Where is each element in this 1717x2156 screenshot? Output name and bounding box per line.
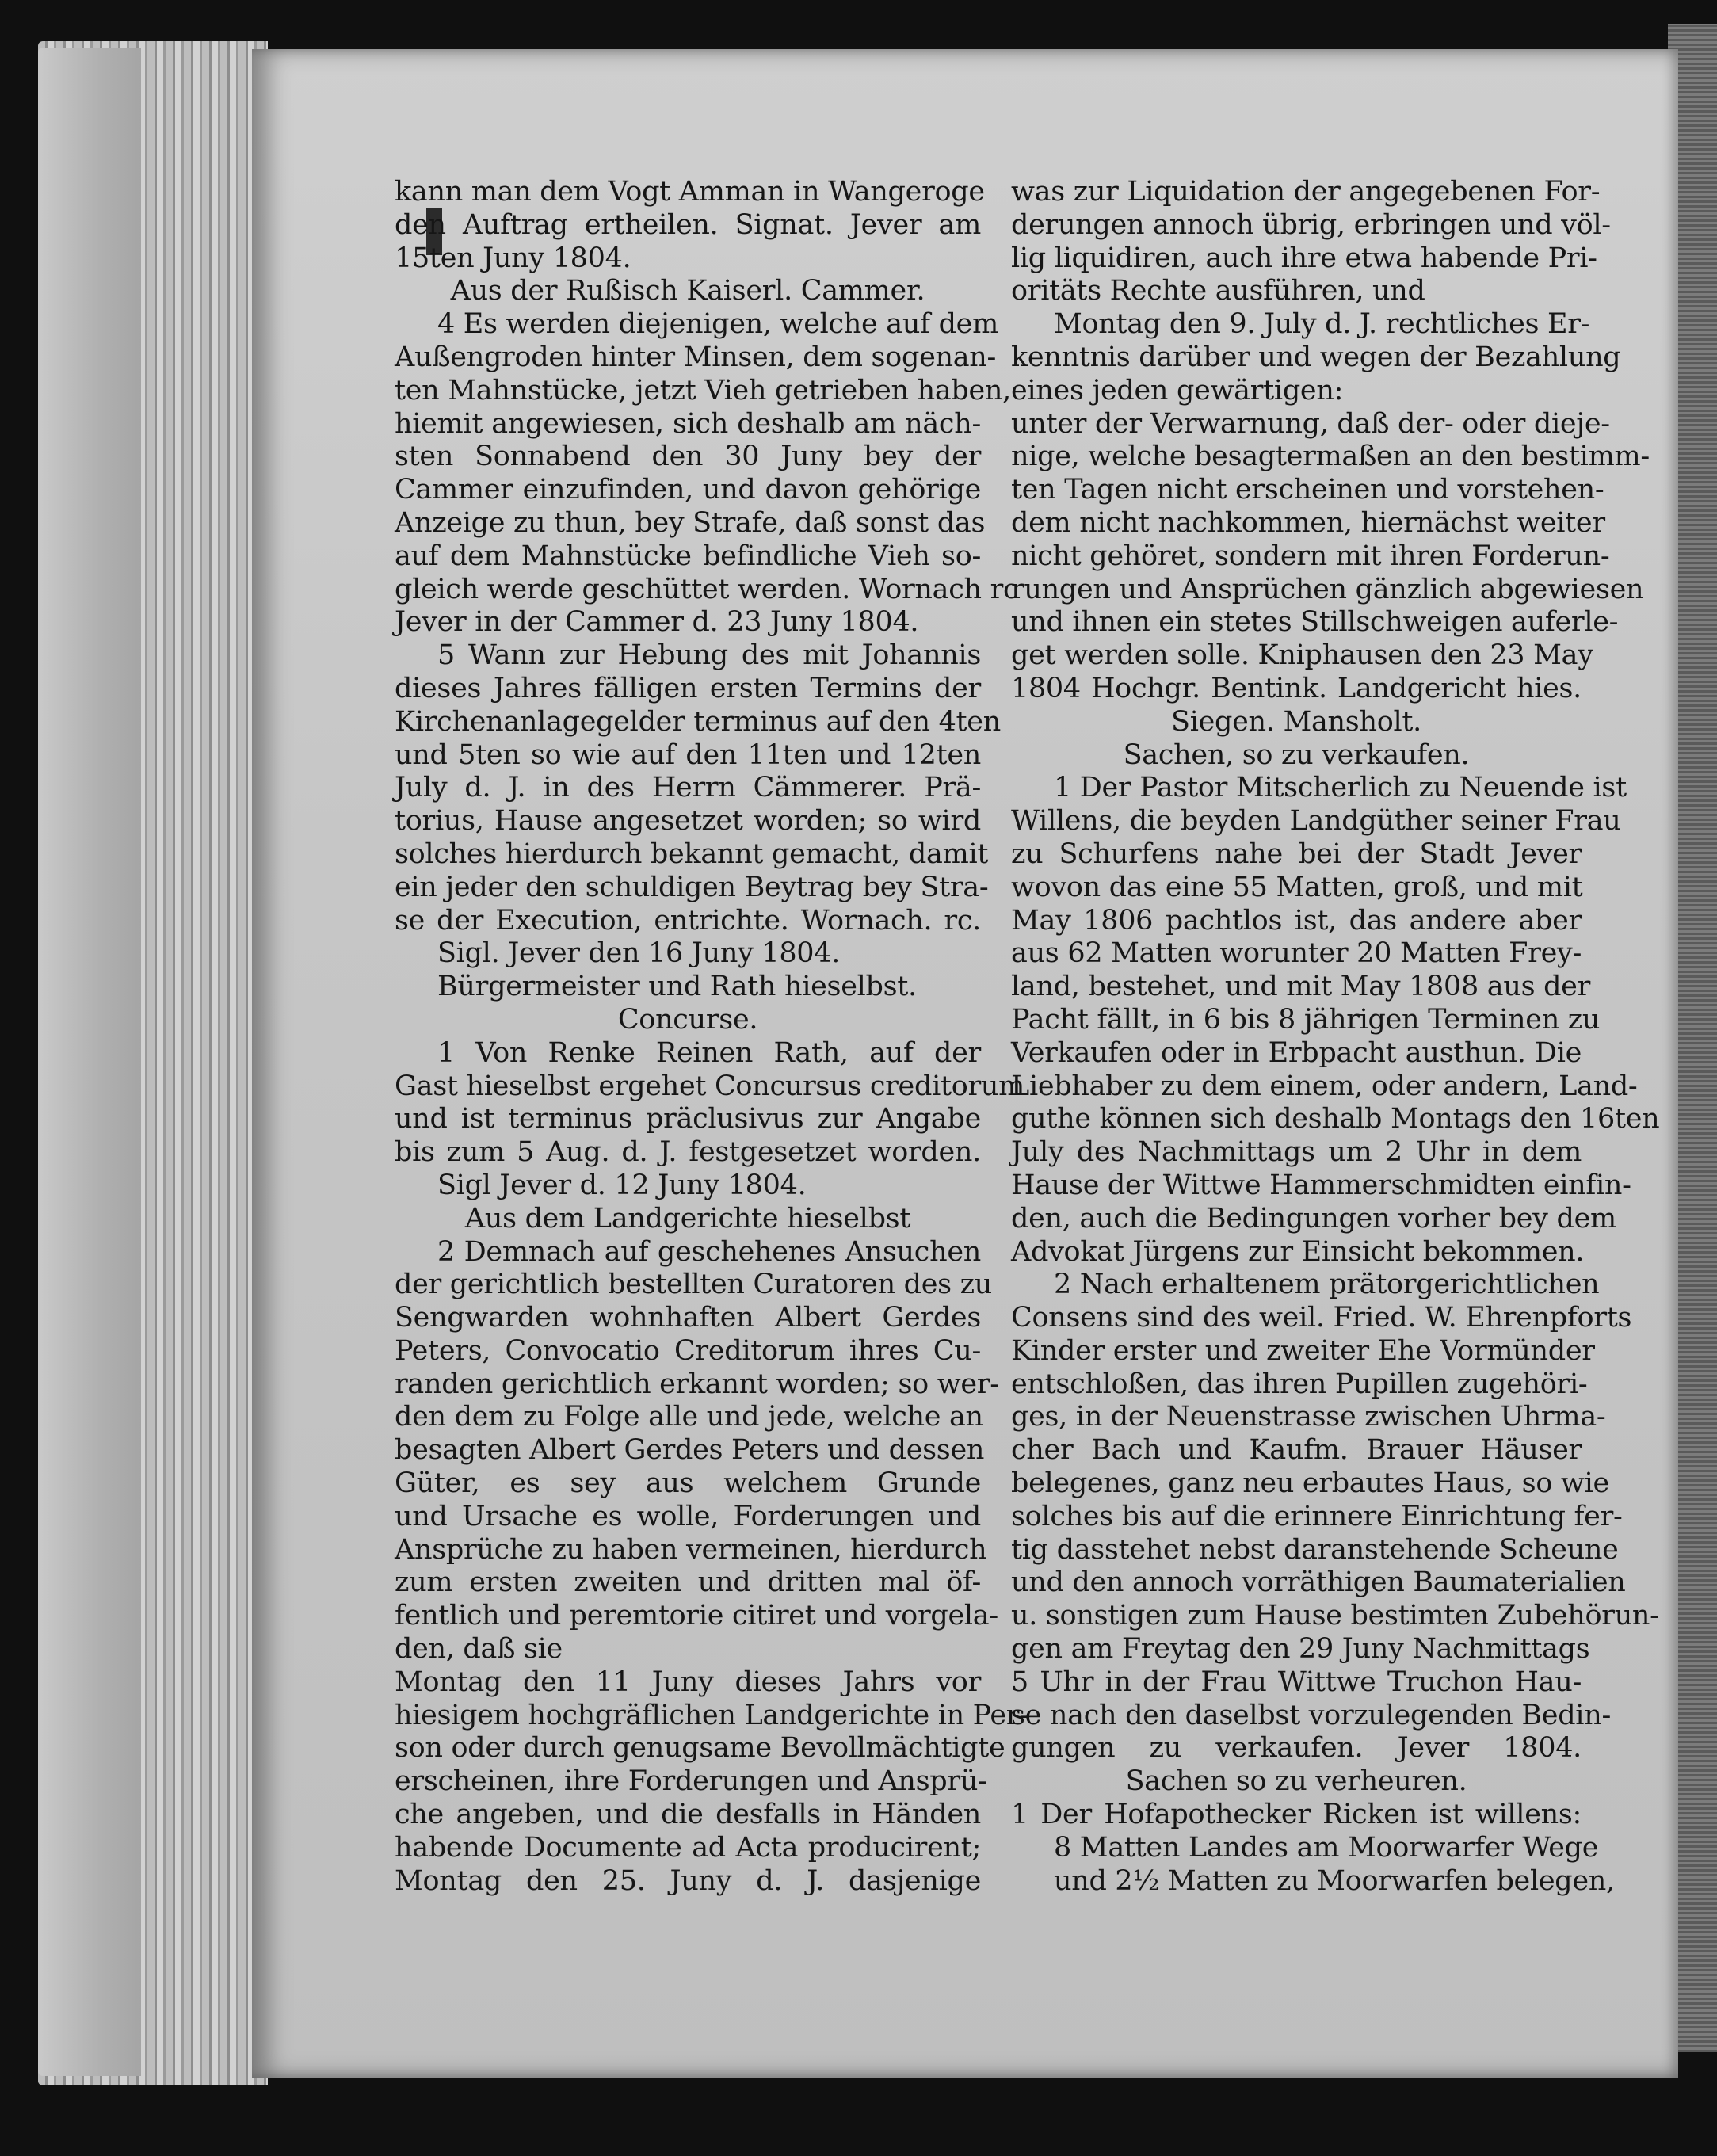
text-line: July d. J. in des Herrn Cämmerer. Prä- xyxy=(395,772,981,804)
text-line: Willens, die beyden Landgüther seiner Frau xyxy=(1011,805,1621,838)
text-line: Anzeige zu thun, bey Strafe, daß sonst das xyxy=(395,506,986,539)
text-line: Concurse. xyxy=(617,1003,758,1036)
text-line: fentlich und peremtorie citiret und vorgela- xyxy=(395,1600,998,1632)
text-line: Sigl Jever d. 12 Juny 1804. xyxy=(437,1169,807,1201)
text-line: Sachen so zu verheuren. xyxy=(1125,1765,1467,1798)
text-line: und ihnen ein stetes Stillschweigen auferle- xyxy=(1011,606,1619,639)
text-line: gleich werde geschüttet werden. Wornach rc xyxy=(395,573,1019,605)
text-line: Sachen, so zu verkaufen. xyxy=(1123,738,1470,771)
left-text-column xyxy=(395,176,1028,1898)
text-line: Consens sind des weil. Fried. W. Ehrenpforts xyxy=(1011,1302,1632,1334)
text-line: dieses Jahres fälligen ersten Termins der xyxy=(395,672,981,704)
text-line: 2 Demnach auf geschehenes Ansuchen xyxy=(437,1235,981,1268)
text-line: Peters, Convocatio Creditorum ihres Cu- xyxy=(395,1334,981,1367)
text-line: Advokat Jürgens zur Einsicht bekommen. xyxy=(1011,1235,1585,1268)
text-line: 1 Von Renke Reinen Rath, auf der xyxy=(437,1036,981,1069)
text-line: 1 Der Hofapothecker Ricken ist willens: xyxy=(1011,1799,1582,1831)
text-line: und den annoch vorräthigen Baumaterialien xyxy=(1011,1566,1626,1599)
text-line: Bürgermeister und Rath hieselbst. xyxy=(437,971,917,1003)
text-line: eines jeden gewärtigen: xyxy=(1011,374,1344,406)
text-line: 1 Der Pastor Mitscherlich zu Neuende ist xyxy=(1054,772,1627,804)
text-line: Pacht fällt, in 6 bis 8 jährigen Terminen zu xyxy=(1011,1003,1601,1036)
text-line: derungen annoch übrig, erbringen und völ- xyxy=(1011,208,1611,241)
text-line: Liebhaber zu dem einem, oder andern, Land- xyxy=(1011,1070,1638,1102)
text-line: get werden solle. Kniphausen den 23 May xyxy=(1011,639,1593,672)
text-line: Montag den 25. Juny d. J. dasjenige xyxy=(395,1864,981,1897)
text-line: erscheinen, ihre Forderungen und Ansprü- xyxy=(395,1765,987,1798)
text-line: und Ursache es wolle, Forderungen und xyxy=(395,1500,981,1532)
right-text-column xyxy=(1011,176,1660,1898)
text-line: se der Execution, entrichte. Wornach. rc. xyxy=(395,904,981,937)
text-line: zum ersten zweiten und dritten mal öf- xyxy=(395,1566,981,1599)
text-line: und 2½ Matten zu Moorwarfen belegen, xyxy=(1054,1864,1615,1897)
text-line: den, auch die Bedingungen vorher bey dem xyxy=(1011,1202,1616,1234)
text-line: Kinder erster und zweiter Ehe Vormünder xyxy=(1011,1334,1595,1367)
text-line: den Auftrag ertheilen. Signat. Jever am xyxy=(395,208,981,241)
text-line: entschloßen, das ihren Pupillen zugehöri- xyxy=(1011,1368,1588,1400)
text-line: son oder durch genugsame Bevollmächtigte xyxy=(395,1732,1005,1765)
text-line: Aus dem Landgerichte hieselbst xyxy=(464,1202,911,1234)
text-line: 5 Uhr in der Frau Wittwe Truchon Hau- xyxy=(1011,1666,1582,1698)
text-line: Sigl. Jever den 16 Juny 1804. xyxy=(437,937,841,970)
text-line: 1804 Hochgr. Bentink. Landgericht hies. xyxy=(1011,672,1582,704)
text-line: unter der Verwarnung, daß der- oder dieje- xyxy=(1011,407,1610,440)
text-line: den, daß sie xyxy=(395,1633,563,1666)
text-line: gen am Freytag den 29 Juny Nachmittags xyxy=(1011,1633,1590,1666)
text-line: ten Mahnstücke, jetzt Vieh getrieben haben, xyxy=(395,374,1011,406)
text-line: Sengwarden wohnhaften Albert Gerdes xyxy=(395,1302,981,1334)
text-line: hiemit angewiesen, sich deshalb am näch- xyxy=(395,407,981,440)
text-line: aus 62 Matten worunter 20 Matten Frey- xyxy=(1011,937,1582,970)
text-line: kenntnis darüber und wegen der Bezahlung xyxy=(1011,341,1621,373)
text-line: Ansprüche zu haben vermeinen, hierdurch xyxy=(395,1533,987,1566)
text-line: besagten Albert Gerdes Peters und dessen xyxy=(395,1434,985,1467)
newspaper-page xyxy=(252,49,1678,2078)
text-line: Montag den 11 Juny dieses Jahrs vor xyxy=(395,1666,981,1698)
text-line: nicht gehöret, sondern mit ihren Forderun- xyxy=(1011,540,1610,572)
text-line: belegenes, ganz neu erbautes Haus, so wie xyxy=(1011,1467,1609,1500)
text-line: Montag den 9. July d. J. rechtliches Er- xyxy=(1054,308,1590,341)
text-line: Kirchenanlagegelder terminus auf den 4ten xyxy=(395,705,1001,738)
text-line: se nach den daselbst vorzulegenden Bedin- xyxy=(1011,1699,1611,1731)
text-line: Cammer einzufinden, und davon gehörige xyxy=(395,474,981,506)
text-line: oritäts Rechte ausführen, und xyxy=(1011,275,1425,307)
text-line: ein jeder den schuldigen Beytrag bey Stra- xyxy=(395,871,989,903)
text-line: Gast hieselbst ergehet Concursus creditorum xyxy=(395,1070,1025,1102)
text-line: habende Documente ad Acta producirent; xyxy=(395,1831,981,1864)
text-line: ten Tagen nicht erscheinen und vorstehen- xyxy=(1011,474,1604,506)
text-line: u. sonstigen zum Hause bestimten Zubehörun- xyxy=(1011,1600,1659,1632)
text-line: May 1806 pachtlos ist, das andere aber xyxy=(1011,904,1582,937)
text-line: lig liquidiren, auch ihre etwa habende Pri- xyxy=(1011,242,1597,274)
text-line: 5 Wann zur Hebung des mit Johannis xyxy=(437,639,981,672)
text-line: kann man dem Vogt Amman in Wangeroge xyxy=(395,176,985,208)
text-line: che angeben, und die desfalls in Händen xyxy=(395,1799,981,1831)
text-line: solches hierdurch bekannt gemacht, damit xyxy=(395,838,989,870)
text-line: der gerichtlich bestellten Curatoren des zu xyxy=(395,1269,993,1301)
text-line: solches bis auf die erinnere Einrichtung fer- xyxy=(1011,1500,1623,1532)
text-line: auf dem Mahnstücke befindliche Vieh so- xyxy=(395,540,981,572)
text-line: ges, in der Neuenstrasse zwischen Uhrma- xyxy=(1011,1401,1606,1433)
text-line: und 5ten so wie auf den 11ten und 12ten xyxy=(395,738,981,771)
text-line: Hause der Wittwe Hammerschmidten einfin- xyxy=(1011,1169,1631,1201)
text-line: cher Bach und Kaufm. Brauer Häuser xyxy=(1011,1434,1582,1467)
text-line: Verkaufen oder in Erbpacht austhun. Die xyxy=(1011,1036,1582,1069)
text-line: Aus der Rußisch Kaiserl. Cammer. xyxy=(450,275,925,307)
text-line: dem nicht nachkommen, hiernächst weiter xyxy=(1011,506,1605,539)
text-line: gungen zu verkaufen. Jever 1804. xyxy=(1011,1732,1582,1765)
text-line: July des Nachmittags um 2 Uhr in dem xyxy=(1011,1136,1582,1169)
text-line: tig dasstehet nebst daranstehende Scheune xyxy=(1011,1533,1619,1566)
text-line: bis zum 5 Aug. d. J. festgesetzet worden. xyxy=(395,1136,981,1169)
text-line: Siegen. Mansholt. xyxy=(1171,705,1421,738)
text-line: torius, Hause angesetzet worden; so wird xyxy=(395,805,981,838)
text-line: rungen und Ansprüchen gänzlich abgewiesen xyxy=(1011,573,1644,605)
text-line: was zur Liquidation der angegebenen For- xyxy=(1011,176,1601,208)
text-line: 8 Matten Landes am Moorwarfer Wege xyxy=(1054,1831,1599,1864)
text-line: nige, welche besagtermaßen an den bestimm- xyxy=(1011,441,1650,473)
text-line: und ist terminus präclusivus zur Angabe xyxy=(395,1103,981,1135)
text-line: wovon das eine 55 Matten, groß, und mit xyxy=(1011,871,1583,903)
text-line: Jever in der Cammer d. 23 Juny 1804. xyxy=(395,606,919,639)
text-line: land, bestehet, und mit May 1808 aus der xyxy=(1011,971,1591,1003)
text-line: den dem zu Folge alle und jede, welche an xyxy=(395,1401,983,1433)
text-line: Güter, es sey aus welchem Grunde xyxy=(395,1467,981,1500)
text-line: 2 Nach erhaltenem prätorgerichtlichen xyxy=(1054,1269,1600,1301)
text-line: randen gerichtlich erkannt worden; so wer- xyxy=(395,1368,999,1400)
text-line: 4 Es werden diejenigen, welche auf dem xyxy=(437,308,998,341)
cover-edge xyxy=(38,48,141,2076)
text-line: 15ten Juny 1804. xyxy=(395,242,631,274)
text-line: sten Sonnabend den 30 Juny bey der xyxy=(395,441,981,473)
text-line: Außengroden hinter Minsen, dem sogenan- xyxy=(395,341,997,373)
text-line: hiesigem hochgräflichen Landgerichte in Per- xyxy=(395,1699,1028,1731)
text-line: guthe können sich deshalb Montags den 16ten xyxy=(1011,1103,1660,1135)
text-line: zu Schurfens nahe bei der Stadt Jever xyxy=(1011,838,1582,870)
